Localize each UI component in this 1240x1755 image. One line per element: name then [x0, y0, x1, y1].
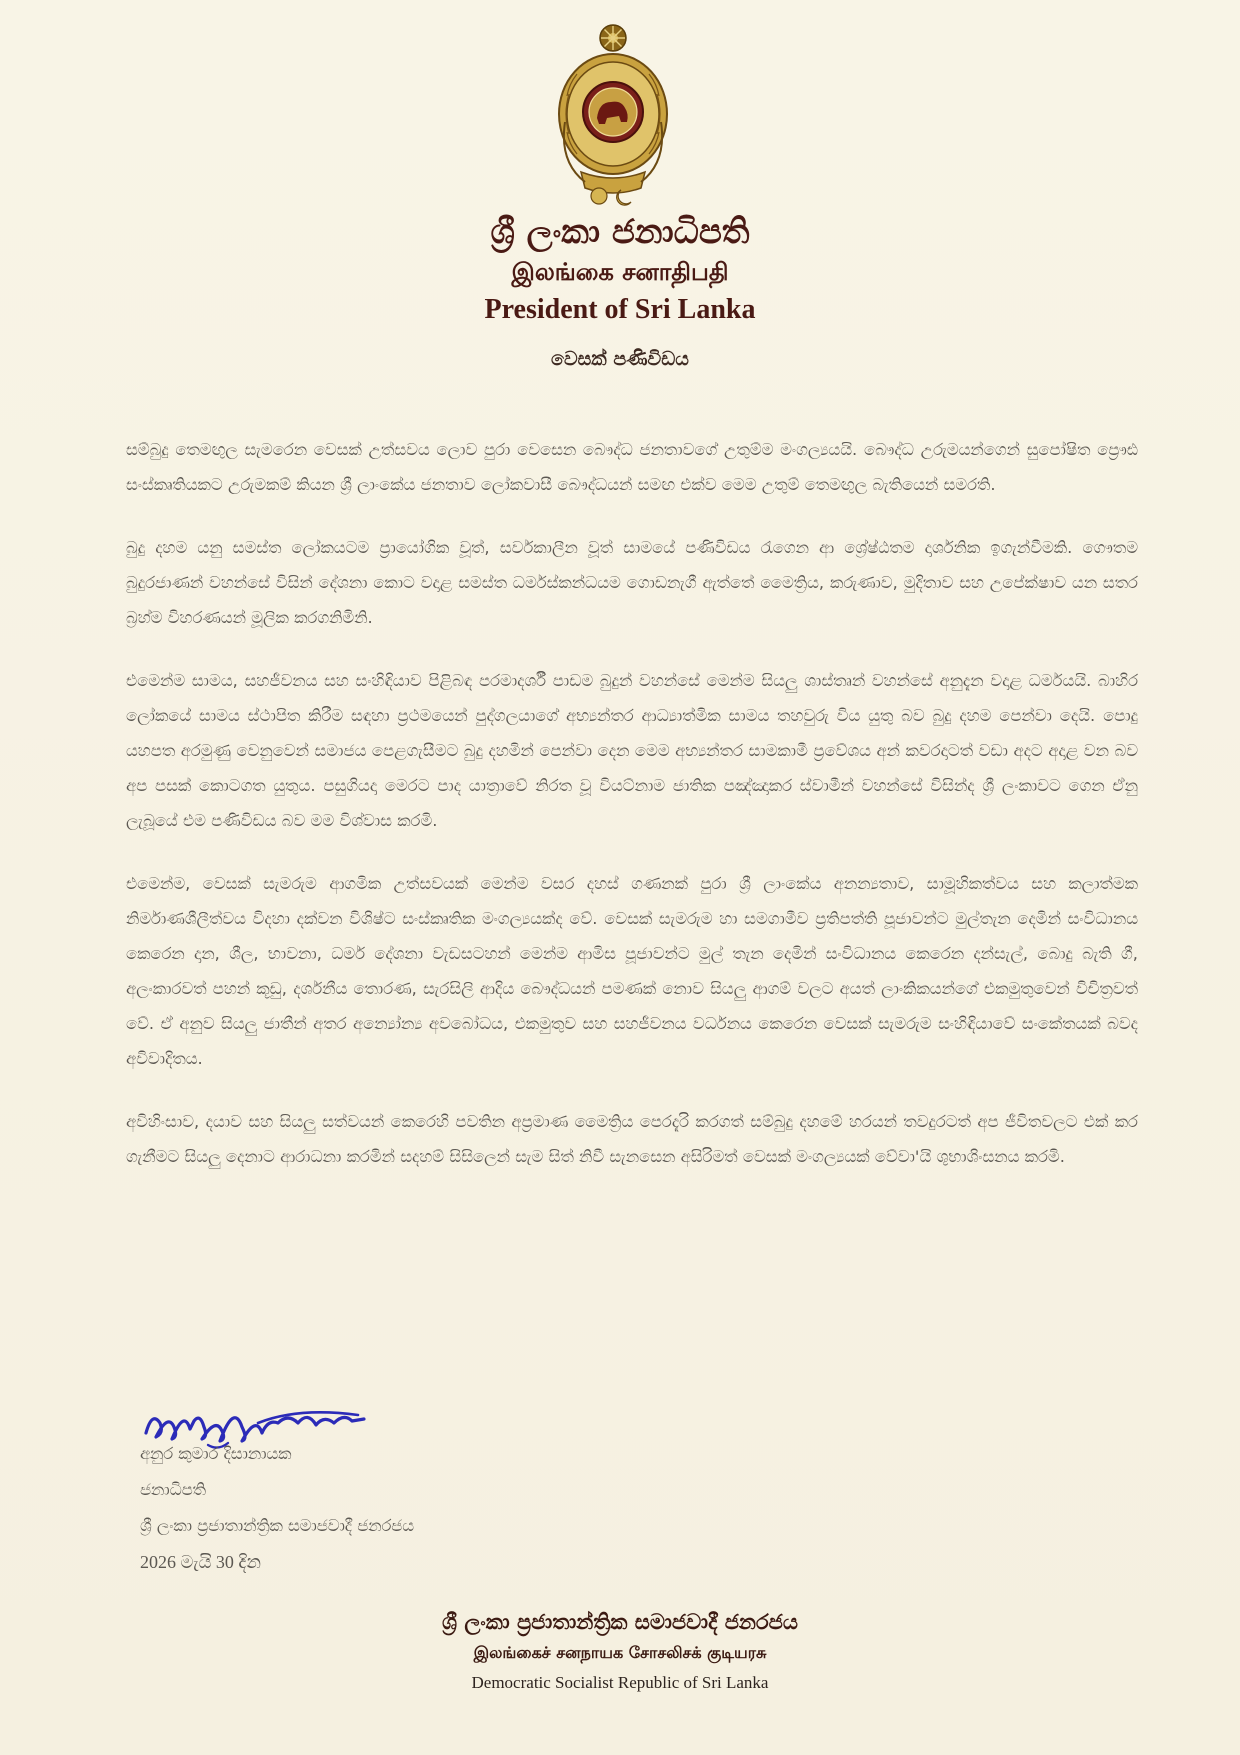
paragraph-3: එමෙන්ම සාමය, සහජීවනය සහ සංහිඳියාව පිළිබඳ පරමාදර්ශී පාඩම බුදුන් වහන්සේ මෙන්ම සියලු ශාස්තෘන් වහන්සේ අනුදැන වදාළ ධර්මයයි. බාහිර ලෝකයේ සාමය ස්ථාපිත කිරීම සඳහා ප්‍රථමයෙන් පුද්ගලයාගේ අභ්‍යන්තර ආධ්‍යාත්මික සාමය තහවුරු විය යුතු බව බුදු දහම පෙන්වා දෙයි. පොදු යහපත අරමුණු වෙනුවෙන් සමාජය පෙළගැසීමට බුදු දහමින් පෙන්වා දෙන මෙම අභ්‍යන්තර සාමකාමී ප්‍රවේශය අන් කවරදාටත් වඩා අදට අදාළ වන බව අප පසක් කොටගත යුතුය. පසුගියදා මෙරට පාද යාත්‍රාවේ නිරත වූ වියට්නාම ජාතික පඤ්ඤාකර ස්වාමීන් වහන්සේ විසින්ද ශ්‍රී ලංකාවට ගෙන ඒනු ලැබූයේ එම පණිවිඩය බව මම විශ්වාස කරමි. [126, 671, 1138, 830]
paragraph-1: සම්බුදු තෙමඟුල සැමරෙන වෙසක් උත්සවය ලොව පුරා වෙසෙන බෞද්ධ ජනතාවගේ උතුම්ම මංගල්‍යයයි. බෞද්ධ උරුමයන්ගෙන් සුපෝෂිත ප්‍රෞඪ සංස්කෘතියකට උරුමකම් කියන ශ්‍රී ලාංකේය ජනතාව ලෝකවාසී බෞද්ධයන් සමඟ එක්ව මෙම උතුම් තෙමඟුල බැතියෙන් සමරති. [126, 440, 1138, 494]
paragraph-2: බුදු දහම යනු සමස්ත ලෝකයටම ප්‍රායෝගික වූත්, සර්වකාලීන වූත් සාමයේ පණිවිඩය රැගෙන ආ ශ්‍රේෂ්ඨතම දාර්ශනික ඉගැන්වීමකි. ගෞතම බුදුරජාණන් වහන්සේ විසින් දේශනා කොට වදාළ සමස්ත ධර්මස්කන්ධයම ගොඩනැගී ඇත්තේ මෛත්‍රිය, කරුණාව, මුදිතාව සහ උපේක්ෂාව යන සතර බ්‍රහ්ම විහරණයන් මූලික කරගනිමිනි. [126, 538, 1138, 627]
footer-english: Democratic Socialist Republic of Sri Lanka [471, 1673, 769, 1692]
signatory-state: ශ්‍රී ලංකා ප්‍රජාතාන්ත්‍රික සමාජවාදී ජනරජය [140, 1516, 415, 1535]
footer-sinhala: ශ්‍රී ලංකා ප්‍රජාතාන්ත්‍රික සමාජවාදී ජනරජය [442, 1610, 798, 1634]
footer-tamil: இலங்கைச் சனநாயக சோசலிசக் குடியரசு [473, 1643, 767, 1662]
letter-date: 2026 මැයි 30 දින [140, 1552, 262, 1572]
state-emblem-icon [555, 22, 671, 212]
message-title: වෙසක් පණිවිඩය [551, 348, 689, 370]
signatory-name: අනුර කුමාර දිසානායක [140, 1444, 292, 1463]
paragraph-4: එමෙන්ම, වෙසක් සැමරුම ආගමික උත්සවයක් මෙන්ම වසර දහස් ගණනක් පුරා ශ්‍රී ලාංකේය අනන්‍යතාව, සාමූහිකත්වය සහ කලාත්මක නිර්මාණශීලීත්වය විදහා දක්වන විශිෂ්ට සංස්කෘතික මංගල්‍යයක්ද වේ. වෙසක් සැමරුම හා සමගාමීව ප්‍රතිපත්ති පූජාවන්ට මුල්තැන දෙමින් සංවිධානය කෙරෙන දාන, ශීල, භාවනා, ධර්ම දේශනා වැඩසටහන් මෙන්ම ආමිස පූජාවන්ට මුල් තැන දෙමින් සංවිධානය කෙරෙන දන්සැල්, බොදු බැති ගී, අලංකාරවත් පහන් කූඩු, දර්ශනීය තොරණ, සැරසිලි ආදිය බෞද්ධයන් පමණක් නොව සියලු ආගම් වලට අයත් ලාංකිකයන්ගේ එකමුතුවෙන් විචිත්‍රවත් වේ. ඒ අනුව සියලු ජාතීන් අතර අන්‍යෝන්‍ය අවබෝධය, එකමුතුව සහ සහජීවනය වර්ධනය කෙරෙන වෙසක් සැමරුම සංහිඳියාවේ සංකේතයක් බවද අවිවාදිතය. [126, 874, 1138, 1068]
message-body [126, 432, 1138, 1202]
letterhead-title-english: President of Sri Lanka [484, 294, 756, 325]
paragraph-5: අවිහිංසාව, දයාව සහ සියලු සත්වයන් කෙරෙහි පවතින අප්‍රමාණ මෛත්‍රිය පෙරදැරි කරගත් සම්බුදු දහමේ හරයන් තවදුරටත් අප ජීවිතවලට එක් කර ගැනීමට සියලු දෙනාට ආරාධනා කරමින් සදහම් සිසිලෙන් සැම සිත් නිවී සැනසෙන අසිරිමත් වෙසක් මංගල්‍යයක් වේවා'යි ශුභාශිංසනය කරමි. [126, 1112, 1138, 1166]
signatory-position: ජනාධිපති [140, 1480, 206, 1499]
letterhead-title-sinhala: ශ්‍රී ලංකා ජනාධිපති [490, 212, 750, 252]
signatory-block [140, 1436, 740, 1580]
letterhead-title-tamil: இலங்கை சனாதிபதி [511, 258, 729, 286]
